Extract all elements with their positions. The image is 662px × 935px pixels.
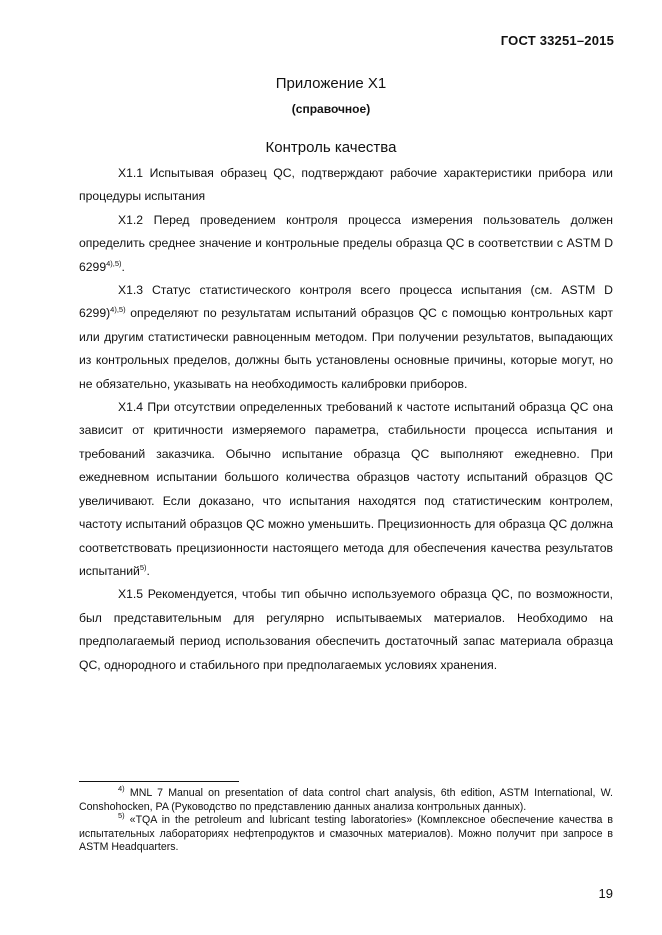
footnote-ref: 4),5) xyxy=(110,305,126,315)
footnote-text: MNL 7 Manual on presentation of data control chart analysis, 6th edition, ASTM International, W. Conshohocken, PA (Руководство по представлению данных анализа контрольных данных). xyxy=(79,787,613,813)
footnote-mark: 4) xyxy=(118,784,125,793)
body-text xyxy=(79,162,613,677)
page-number: 19 xyxy=(598,886,613,901)
paragraph-text: X1.5 Рекомендуется, чтобы тип обычно используемого образца QC, по возможности, был представительным для регулярно испытываемых материалов. Необходимо на предполагаемый период использования обеспечить достаточный запас материала образца QC, однородного и стабильного при предполагаемых условиях хранения. xyxy=(79,587,613,672)
section-title: Контроль качества xyxy=(265,139,397,156)
paragraph-text: X1.4 При отсутствии определенных требований к частоте испытаний образца QC она зависит от критичности измеряемого параметра, стабильности процесса испытания и требований заказчика. Обычно испытание образца QC выполняют ежедневно. При ежедневном испытании большого количества образцов частоту испытаний образцов QC увеличивают. Если доказано, что испытания находятся под статистическим контролем, частоту испытаний образцов QC можно уменьшить. Прецизионность для образца QC должна соответствовать прецизионности настоящего метода для обеспечения качества результатов испытаний xyxy=(79,400,613,578)
footnote-ref: 4),5) xyxy=(106,258,122,268)
footnote-5 xyxy=(79,811,613,855)
paragraph-x1-4 xyxy=(79,396,613,583)
annex-title: Приложение X1 xyxy=(275,75,387,92)
paragraph-text: X1.1 Испытывая образец QC, подтверждают рабочие характеристики прибора или процедуры испытания xyxy=(79,166,613,204)
paragraph-text: X1.3 Статус статистического контроля всего процесса испытания (см. ASTM D 6299) xyxy=(79,283,613,321)
footnote-divider xyxy=(79,781,239,782)
paragraph-text: X1.2 Перед проведением контроля процесса измерения пользователь должен определить среднее значение и контрольные пределы образца QC в соответствии с ASTM D 6299 xyxy=(79,212,613,274)
standard-code: ГОСТ 33251–2015 xyxy=(500,33,614,48)
paragraph-text: . xyxy=(121,259,125,274)
paragraph-x1-5 xyxy=(79,583,613,677)
footnote-text: «TQA in the petroleum and lubricant testing laboratories» (Комплексное обеспечение качества в испытательных лабораториях нефтепродуктов и смазочных материалов). Можно получит при запросе в ASTM Headquarters. xyxy=(79,814,613,854)
paragraph-x1-1 xyxy=(79,162,613,209)
footnote-4 xyxy=(79,784,613,814)
paragraph-text: определяют по результатам испытаний образцов QC с помощью контрольных карт или другим статистически равноценным методом. При получении результатов, выпадающих из контрольных пределов, должны быть установлены основные причины, которые могут, но не обязательно, указывать на необходимость калибровки приборов. xyxy=(79,306,613,391)
paragraph-x1-2 xyxy=(79,209,613,279)
annex-subtitle: (справочное) xyxy=(291,102,371,116)
footnote-ref: 5) xyxy=(139,562,147,572)
paragraph-x1-3 xyxy=(79,279,613,396)
footnotes xyxy=(79,784,613,855)
footnote-mark: 5) xyxy=(118,811,125,821)
paragraph-text: . xyxy=(146,563,150,578)
